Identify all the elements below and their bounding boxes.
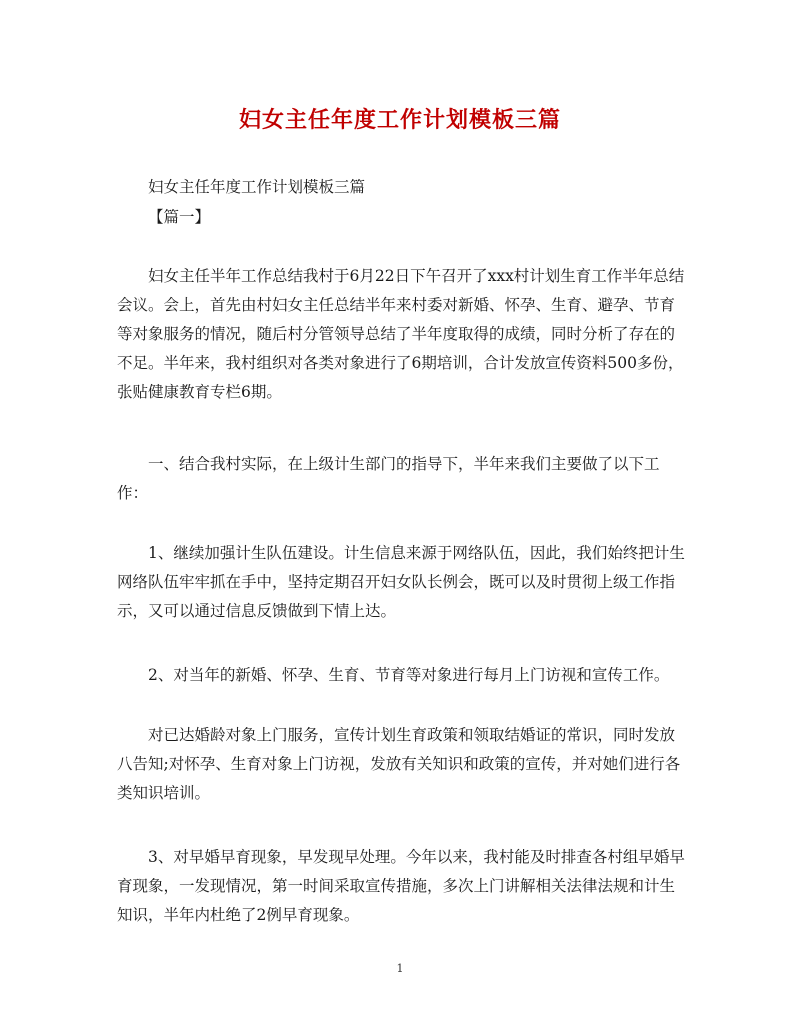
- section-heading-part-one: 【篇一】: [148, 208, 211, 226]
- document-title: 妇女主任年度工作计划模板三篇: [238, 107, 561, 133]
- page-number: 1: [396, 962, 404, 975]
- paragraph-main-work-intro: 一、结合我村实际，在上级计生部门的指导下，半年来我们主要做了以下工作：: [117, 455, 660, 502]
- paragraph-item-2: 2、对当年的新婚、怀孕、生育、节育等对象进行每月上门访视和宣传工作。: [148, 666, 670, 684]
- document-subtitle: 妇女主任年度工作计划模板三篇: [148, 178, 366, 196]
- paragraph-item-1: 1、继续加强计生队伍建设。计生信息来源于网络队伍，因此，我们始终把计生网络队伍牢牢抓在手中，坚持定期召开妇女队长例会，既可以及时贯彻上级工作指示，又可以通过信息反馈做到下情上达。: [117, 544, 685, 620]
- paragraph-item-2-detail: 对已达婚龄对象上门服务，宣传计划生育政策和领取结婚证的常识，同时发放八告知;对怀孕、生育对象上门访视，发放有关知识和政策的宣传，并对她们进行各类知识培训。: [117, 726, 681, 802]
- paragraph-item-3: 3、对早婚早育现象，早发现早处理。今年以来，我村能及时排查各村组早婚早育现象，一发现情况，第一时间采取宣传措施，多次上门讲解相关法律法规和计生知识，半年内杜绝了2例早育现象。: [117, 848, 685, 924]
- paragraph-summary-meeting: 妇女主任半年工作总结我村于6月22日下午召开了xxx村计划生育工作半年总结会议。会上，首先由村妇女主任总结半年来村委对新婚、怀孕、生育、避孕、节育等对象服务的情况，随后村分管领导总结了半年度取得的成绩，同时分析了存在的不足。半年来，我村组织对各类对象进行了6期培训，合计发放宣传资料500多份，张贴健康教育专栏6期。: [117, 267, 685, 401]
